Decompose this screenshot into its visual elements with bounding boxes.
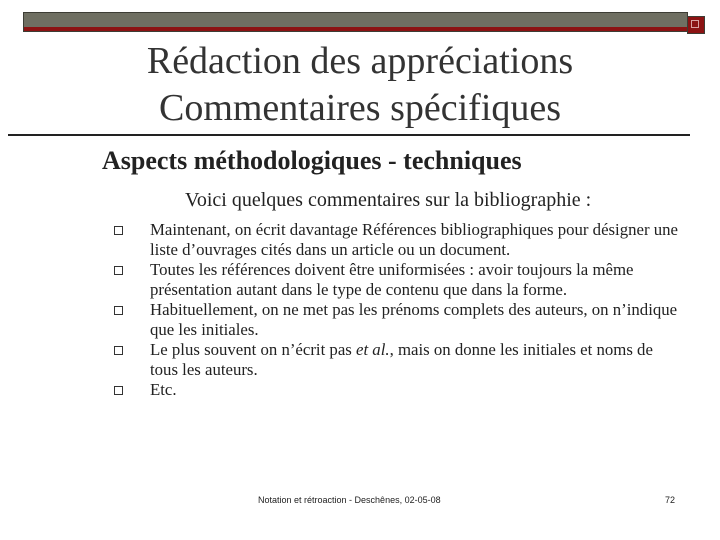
square-bullet-icon — [114, 226, 123, 235]
title-line-2: Commentaires spécifiques — [158, 87, 562, 129]
slide-subtitle: Aspects méthodologiques - techniques — [102, 146, 522, 175]
bullet-emphasis: et al. — [356, 340, 390, 359]
bullet-text: Maintenant, on écrit davantage Références bibliographiques pour désigner une liste d’ouvrages cités dans un article ou un document. — [150, 220, 678, 259]
list-item — [150, 220, 685, 260]
corner-square-decoration — [687, 16, 705, 34]
page-number: 72 — [665, 495, 676, 505]
list-item — [150, 340, 685, 380]
bullet-text: Habituellement, on ne met pas les prénoms complets des auteurs, on n’indique que les initiales. — [150, 300, 678, 339]
slide-title — [40, 38, 680, 132]
square-bullet-icon — [114, 266, 123, 275]
list-item — [150, 260, 685, 300]
list-item — [150, 300, 685, 340]
bullet-text: Etc. — [150, 380, 177, 399]
bullet-text-before: Le plus souvent on n’écrit pas — [150, 340, 356, 359]
square-bullet-icon — [114, 346, 123, 355]
bullet-text-after: , mais on donne les initiales et noms de tous les auteurs. — [150, 340, 653, 379]
square-bullet-icon — [114, 386, 123, 395]
list-item — [150, 380, 685, 400]
square-bullet-icon — [114, 306, 123, 315]
title-divider — [8, 134, 690, 136]
header-bar — [23, 12, 688, 32]
intro-text: Voici quelques commentaires sur la bibliographie : — [185, 189, 592, 211]
title-line-1: Rédaction des appréciations — [146, 40, 574, 82]
bullet-list — [150, 220, 685, 400]
bullet-text: Toutes les références doivent être uniformisées : avoir toujours la même présentation autant dans le type de contenu que dans la forme. — [150, 260, 634, 299]
slide-footer: Notation et rétroaction - Deschênes, 02-05-08 — [258, 495, 441, 505]
